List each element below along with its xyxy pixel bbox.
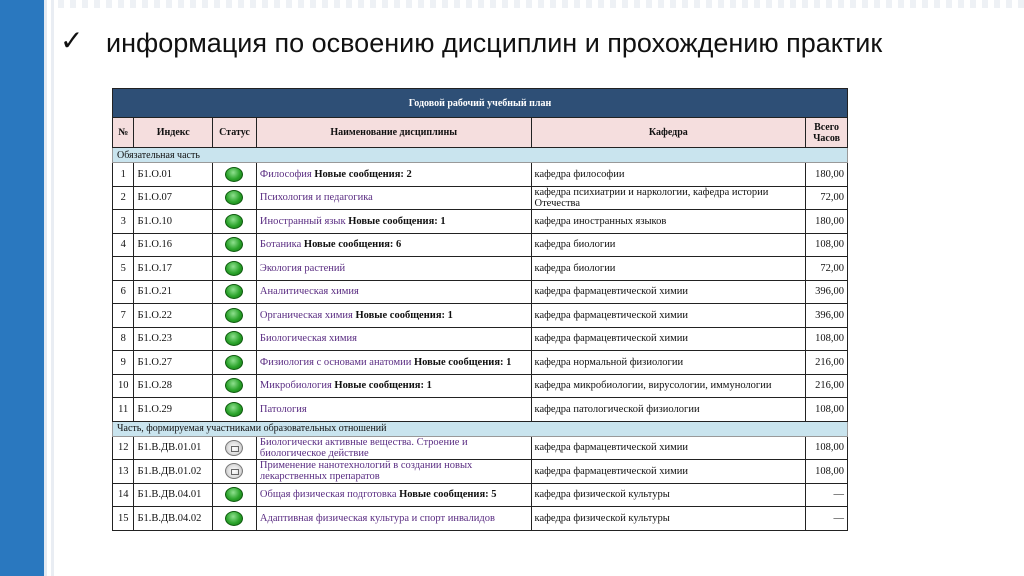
row-hours: 216,00: [806, 351, 848, 375]
left-accent-bar: [0, 0, 44, 576]
row-hours: 72,00: [806, 257, 848, 281]
new-messages-badge[interactable]: Новые сообщения: 2: [314, 168, 412, 180]
row-hours: 216,00: [806, 374, 848, 398]
table-row: [113, 233, 848, 257]
new-messages-badge[interactable]: Новые сообщения: 1: [355, 309, 453, 321]
table-row: [113, 483, 848, 507]
row-status: [213, 210, 257, 234]
row-number: 8: [113, 327, 134, 351]
row-discipline: [256, 210, 531, 234]
row-discipline: [256, 460, 531, 484]
row-status: [213, 163, 257, 187]
row-status: [213, 186, 257, 210]
row-hours: 180,00: [806, 163, 848, 187]
row-status: [213, 374, 257, 398]
table-row: [113, 398, 848, 422]
new-messages-badge[interactable]: Новые сообщения: 1: [348, 215, 446, 227]
row-index: Б1.О.16: [134, 233, 213, 257]
row-discipline: [256, 304, 531, 328]
curriculum-table: [112, 88, 848, 531]
row-status: [213, 257, 257, 281]
status-active-icon[interactable]: [225, 487, 243, 502]
col-discipline: Наименование дисциплины: [256, 118, 531, 148]
row-number: 2: [113, 186, 134, 210]
status-active-icon[interactable]: [225, 511, 243, 526]
row-department: кафедра иностранных языков: [531, 210, 806, 234]
section-title: Часть, формируемая участниками образовательных отношений: [113, 421, 848, 436]
row-index: Б1.В.ДВ.01.01: [134, 436, 213, 460]
table-row: [113, 507, 848, 531]
new-messages-badge[interactable]: Новые сообщения: 1: [413, 356, 512, 368]
col-department: Кафедра: [531, 118, 806, 148]
row-number: 1: [113, 163, 134, 187]
row-status: [213, 398, 257, 422]
table-row: [113, 460, 848, 484]
row-number: 13: [113, 460, 134, 484]
discipline-link[interactable]: Патология: [259, 403, 307, 415]
row-discipline: [256, 436, 531, 460]
row-number: 3: [113, 210, 134, 234]
row-department: кафедра патологической физиологии: [531, 398, 806, 422]
row-status: [213, 233, 257, 257]
row-hours: 108,00: [806, 436, 848, 460]
status-active-icon[interactable]: [225, 402, 243, 417]
row-number: 15: [113, 507, 134, 531]
row-discipline: [256, 351, 531, 375]
row-discipline: [256, 507, 531, 531]
col-index: Индекс: [134, 118, 213, 148]
row-department: кафедра фармацевтической химии: [531, 304, 806, 328]
row-index: Б1.О.07: [134, 186, 213, 210]
row-department: кафедра психиатрии и наркологии, кафедра истории Отечества: [531, 186, 806, 210]
status-active-icon[interactable]: [225, 308, 243, 323]
row-department: кафедра фармацевтической химии: [531, 436, 806, 460]
table-row: [113, 280, 848, 304]
row-index: Б1.О.29: [134, 398, 213, 422]
row-number: 4: [113, 233, 134, 257]
discipline-link[interactable]: Применение нанотехнологий в создании новых лекарственных препаратов: [259, 460, 473, 483]
row-status: [213, 507, 257, 531]
row-status: [213, 351, 257, 375]
row-department: кафедра биологии: [531, 233, 806, 257]
discipline-link[interactable]: Философия: [259, 168, 312, 180]
status-active-icon[interactable]: [225, 331, 243, 346]
checkmark-icon: ✓: [60, 24, 84, 57]
discipline-link[interactable]: Ботаника: [259, 239, 302, 251]
row-index: Б1.В.ДВ.01.02: [134, 460, 213, 484]
table-caption: Годовой рабочий учебный план: [113, 89, 848, 118]
row-index: Б1.О.21: [134, 280, 213, 304]
table-row: [113, 436, 848, 460]
table-row: [113, 327, 848, 351]
decorative-stripes: [44, 0, 58, 576]
row-discipline: [256, 257, 531, 281]
row-number: 14: [113, 483, 134, 507]
row-number: 11: [113, 398, 134, 422]
row-status: [213, 280, 257, 304]
row-discipline: [256, 280, 531, 304]
discipline-link[interactable]: Физиология с основами анатомии: [259, 356, 412, 368]
status-inactive-icon[interactable]: [225, 440, 243, 456]
row-department: кафедра фармацевтической химии: [531, 460, 806, 484]
row-status: [213, 304, 257, 328]
row-department: кафедра нормальной физиологии: [531, 351, 806, 375]
new-messages-badge[interactable]: Новые сообщения: 1: [334, 380, 432, 392]
slide-heading: информация по освоению дисциплин и прохождению практик: [106, 28, 883, 58]
row-department: кафедра физической культуры: [531, 507, 806, 531]
table-row: [113, 186, 848, 210]
row-discipline: [256, 186, 531, 210]
col-number: №: [113, 118, 134, 148]
row-index: Б1.О.01: [134, 163, 213, 187]
col-hours: Всего Часов: [806, 118, 848, 148]
table-row: [113, 351, 848, 375]
row-number: 9: [113, 351, 134, 375]
discipline-link[interactable]: Микробиология: [259, 380, 332, 392]
status-active-icon[interactable]: [225, 378, 243, 393]
row-hours: 180,00: [806, 210, 848, 234]
row-status: [213, 483, 257, 507]
status-active-icon[interactable]: [225, 284, 243, 299]
row-number: 12: [113, 436, 134, 460]
row-hours: 396,00: [806, 280, 848, 304]
row-hours: 108,00: [806, 233, 848, 257]
row-discipline: [256, 483, 531, 507]
row-department: кафедра философии: [531, 163, 806, 187]
row-hours: —: [806, 507, 848, 531]
row-index: Б1.О.17: [134, 257, 213, 281]
table-row: [113, 210, 848, 234]
row-number: 5: [113, 257, 134, 281]
table-row: [113, 163, 848, 187]
row-index: Б1.О.23: [134, 327, 213, 351]
row-hours: 108,00: [806, 398, 848, 422]
status-active-icon[interactable]: [225, 237, 243, 252]
row-index: Б1.В.ДВ.04.01: [134, 483, 213, 507]
row-index: Б1.В.ДВ.04.02: [134, 507, 213, 531]
row-status: [213, 327, 257, 351]
status-inactive-icon[interactable]: [225, 463, 243, 479]
discipline-link[interactable]: Органическая химия: [259, 309, 353, 321]
row-hours: 396,00: [806, 304, 848, 328]
discipline-link[interactable]: Общая физическая подготовка: [259, 489, 397, 501]
discipline-link[interactable]: Адаптивная физическая культура и спорт инвалидов: [259, 512, 495, 524]
section-title: Обязательная часть: [113, 148, 848, 163]
top-decorative-band: [58, 0, 1024, 8]
row-hours: 108,00: [806, 460, 848, 484]
new-messages-badge[interactable]: Новые сообщения: 6: [303, 239, 402, 251]
row-discipline: [256, 233, 531, 257]
row-index: Б1.О.22: [134, 304, 213, 328]
row-status: [213, 436, 257, 460]
row-hours: 72,00: [806, 186, 848, 210]
discipline-link[interactable]: Аналитическая химия: [259, 286, 359, 298]
row-department: кафедра фармацевтической химии: [531, 280, 806, 304]
table-row: [113, 304, 848, 328]
section-row: [113, 421, 848, 436]
table-row: [113, 257, 848, 281]
section-row: [113, 148, 848, 163]
row-department: кафедра микробиологии, вирусологии, иммунологии: [531, 374, 806, 398]
row-discipline: [256, 163, 531, 187]
discipline-link[interactable]: Биологически активные вещества. Строение и биологическое действие: [259, 436, 468, 459]
discipline-link[interactable]: Экология растений: [259, 262, 346, 274]
row-number: 10: [113, 374, 134, 398]
status-active-icon[interactable]: [225, 214, 243, 229]
status-active-icon[interactable]: [225, 190, 243, 205]
row-number: 7: [113, 304, 134, 328]
discipline-link[interactable]: Биологическая химия: [259, 333, 357, 345]
row-status: [213, 460, 257, 484]
row-number: 6: [113, 280, 134, 304]
row-index: Б1.О.27: [134, 351, 213, 375]
row-hours: 108,00: [806, 327, 848, 351]
new-messages-badge[interactable]: Новые сообщения: 5: [399, 489, 497, 501]
row-hours: —: [806, 483, 848, 507]
row-department: кафедра физической культуры: [531, 483, 806, 507]
row-discipline: [256, 398, 531, 422]
status-active-icon[interactable]: [225, 167, 243, 182]
row-department: кафедра биологии: [531, 257, 806, 281]
row-discipline: [256, 327, 531, 351]
col-status: Статус: [213, 118, 257, 148]
row-department: кафедра фармацевтической химии: [531, 327, 806, 351]
row-index: Б1.О.28: [134, 374, 213, 398]
status-active-icon[interactable]: [225, 261, 243, 276]
discipline-link[interactable]: Иностранный язык: [259, 215, 346, 227]
table-row: [113, 374, 848, 398]
row-index: Б1.О.10: [134, 210, 213, 234]
row-discipline: [256, 374, 531, 398]
status-active-icon[interactable]: [225, 355, 243, 370]
discipline-link[interactable]: Психология и педагогика: [259, 192, 373, 204]
